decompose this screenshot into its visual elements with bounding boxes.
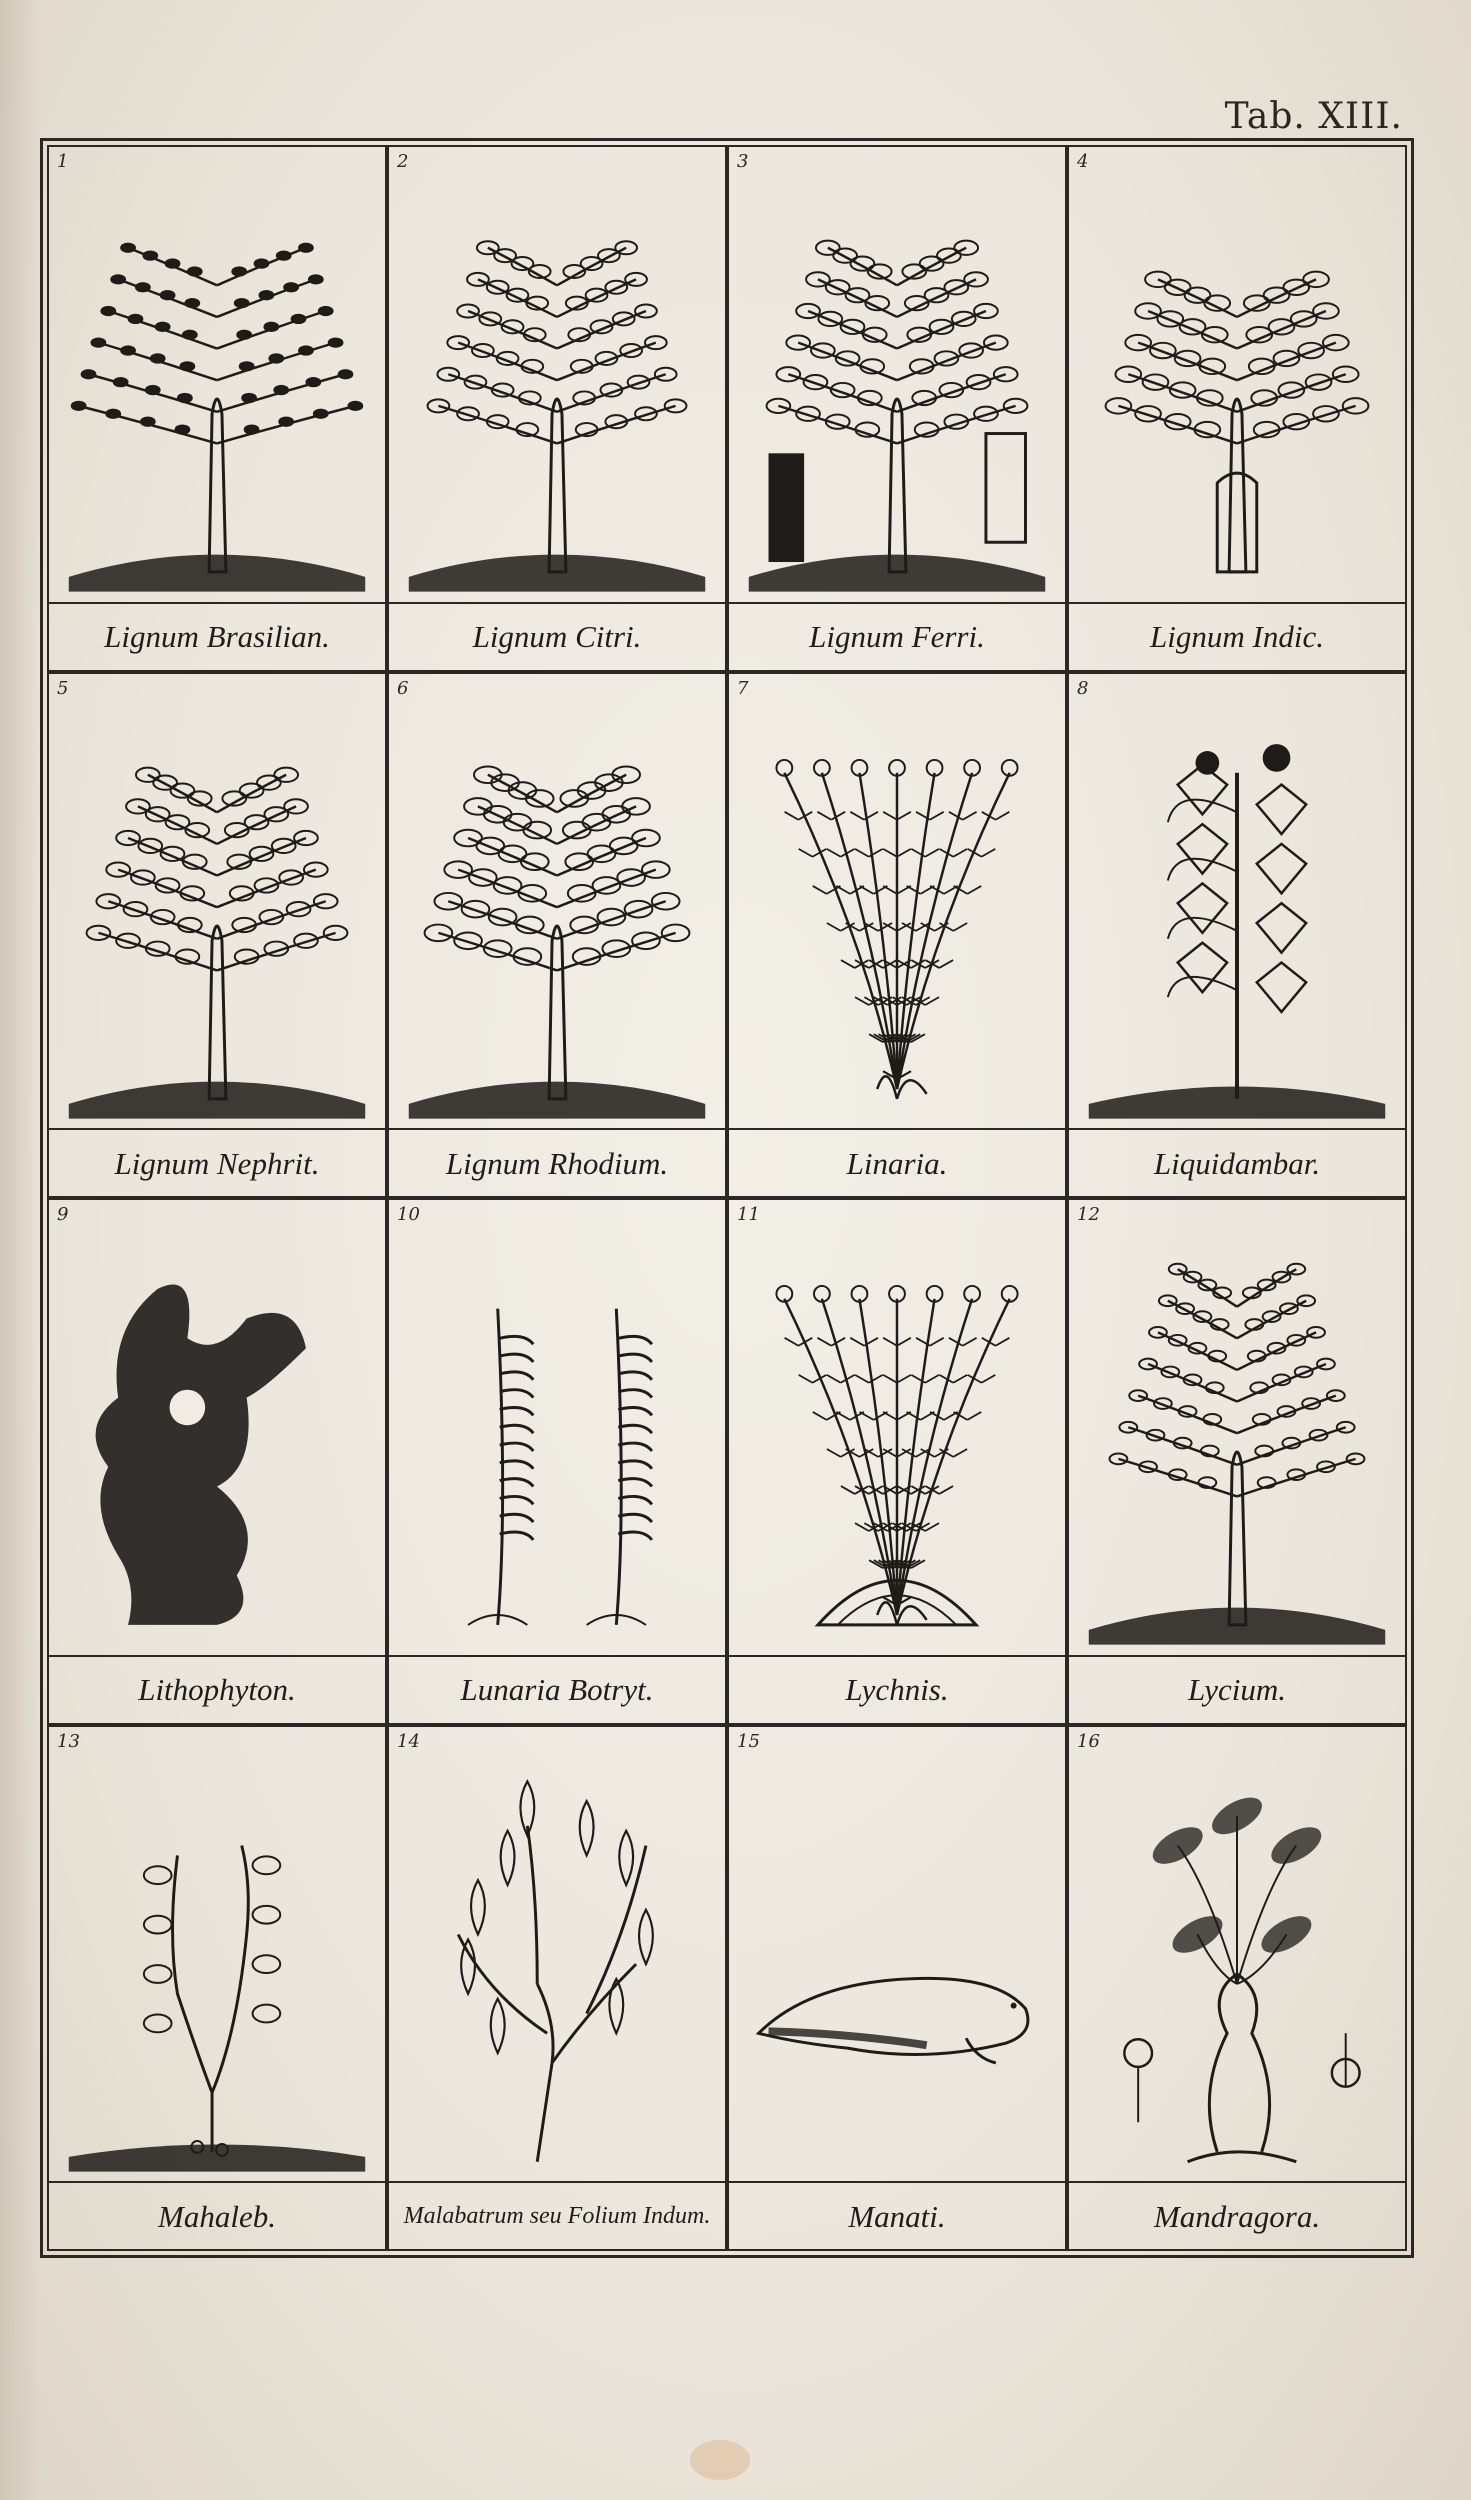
plate-number: 6 [397, 677, 409, 699]
plate-caption: Liquidambar. [1153, 1145, 1321, 1181]
plate-number: 12 [1077, 1204, 1100, 1225]
plate-cell [47, 1725, 387, 2252]
plate-grid [47, 145, 1407, 2251]
plate-number: 14 [397, 1730, 420, 1752]
plate-number: 7 [737, 677, 749, 699]
plate-illustration [729, 147, 1065, 604]
plate-illustration [1069, 674, 1405, 1131]
plate-cell [387, 672, 727, 1199]
plate-caption: Linaria. [846, 1145, 948, 1181]
fern-lunaria-icon [389, 1200, 725, 1655]
plate-illustration [729, 674, 1065, 1131]
plate-number: 4 [1077, 151, 1089, 172]
tree-citrus-icon [389, 147, 725, 602]
herb-linaria-icon [729, 674, 1065, 1129]
plate-illustration [729, 1727, 1065, 2184]
plate-caption: Mandragora. [1153, 2198, 1321, 2234]
plate-cell [387, 1725, 727, 2252]
plate-number: 16 [1077, 1730, 1100, 1752]
plate-title: Tab. XIII. [1224, 96, 1403, 137]
plate-caption: Lignum Rhodium. [445, 1145, 669, 1181]
engraving-plate [40, 138, 1414, 2258]
plate-illustration [49, 147, 385, 604]
tree-nephritic-icon [49, 674, 385, 1129]
tree-rhodium-icon [389, 674, 725, 1129]
animal-manatee-icon [729, 1727, 1065, 2182]
plate-cell [1067, 1198, 1407, 1725]
shrub-malabatrum-icon [389, 1727, 725, 2182]
plate-cell [1067, 1725, 1407, 2252]
plate-cell [727, 1725, 1067, 2252]
plate-cell [727, 672, 1067, 1199]
plate-caption: Lycium. [1187, 1672, 1287, 1707]
plate-caption: Lignum Citri. [472, 619, 642, 654]
plate-illustration [389, 674, 725, 1131]
herb-lychnis-icon [729, 1200, 1065, 1655]
plate-number: 15 [737, 1730, 760, 1752]
plate-caption: Lychnis. [845, 1672, 949, 1707]
plate-number: 13 [57, 1730, 80, 1752]
plate-number: 8 [1077, 677, 1089, 699]
plate-number: 9 [57, 1204, 69, 1225]
shrub-mahaleb-icon [49, 1727, 385, 2182]
plate-cell [1067, 145, 1407, 672]
plate-number: 2 [397, 151, 409, 172]
plate-cell [1067, 672, 1407, 1199]
plate-cell [727, 1198, 1067, 1725]
plate-caption: Mahaleb. [158, 2198, 276, 2234]
plate-number: 5 [57, 677, 69, 699]
coral-lithophyton-icon [49, 1200, 385, 1655]
branch-stump-icon [1069, 147, 1405, 602]
plate-illustration [1069, 147, 1405, 604]
plate-illustration [389, 1200, 725, 1657]
tree-pinnate-icon [49, 147, 385, 602]
plate-illustration [389, 1727, 725, 2184]
plant-mandrake-icon [1069, 1727, 1405, 2182]
shrub-lycium-icon [1069, 1200, 1405, 1655]
plate-illustration [729, 1200, 1065, 1657]
plate-caption: Manati. [848, 2198, 946, 2234]
plate-cell [47, 1198, 387, 1725]
tree-ironwood-icon [729, 147, 1065, 602]
plate-cell [47, 145, 387, 672]
plate-illustration [49, 674, 385, 1131]
plate-caption: Malabatrum seu Folium Indum. [403, 2203, 711, 2229]
plate-number: 11 [737, 1204, 760, 1225]
plate-cell [727, 145, 1067, 672]
plate-caption: Lignum Ferri. [809, 619, 985, 654]
plate-illustration [1069, 1727, 1405, 2184]
plate-number: 1 [57, 151, 69, 172]
paper-stain [690, 2440, 750, 2480]
plate-caption: Lunaria Botryt. [460, 1672, 654, 1707]
plate-caption: Lignum Indic. [1150, 619, 1324, 654]
plate-caption: Lithophyton. [138, 1672, 296, 1707]
plate-cell [47, 672, 387, 1199]
plate-number: 10 [397, 1204, 420, 1225]
plate-caption: Lignum Nephrit. [114, 1145, 320, 1181]
plant-liquidambar-icon [1069, 674, 1405, 1129]
page-fold-shadow [0, 0, 40, 2500]
plate-illustration [1069, 1200, 1405, 1657]
plate-illustration [49, 1727, 385, 2184]
plate-number: 3 [737, 151, 749, 172]
plate-cell [387, 1198, 727, 1725]
plate-illustration [389, 147, 725, 604]
plate-illustration [49, 1200, 385, 1657]
plate-caption: Lignum Brasilian. [104, 619, 330, 654]
plate-cell [387, 145, 727, 672]
